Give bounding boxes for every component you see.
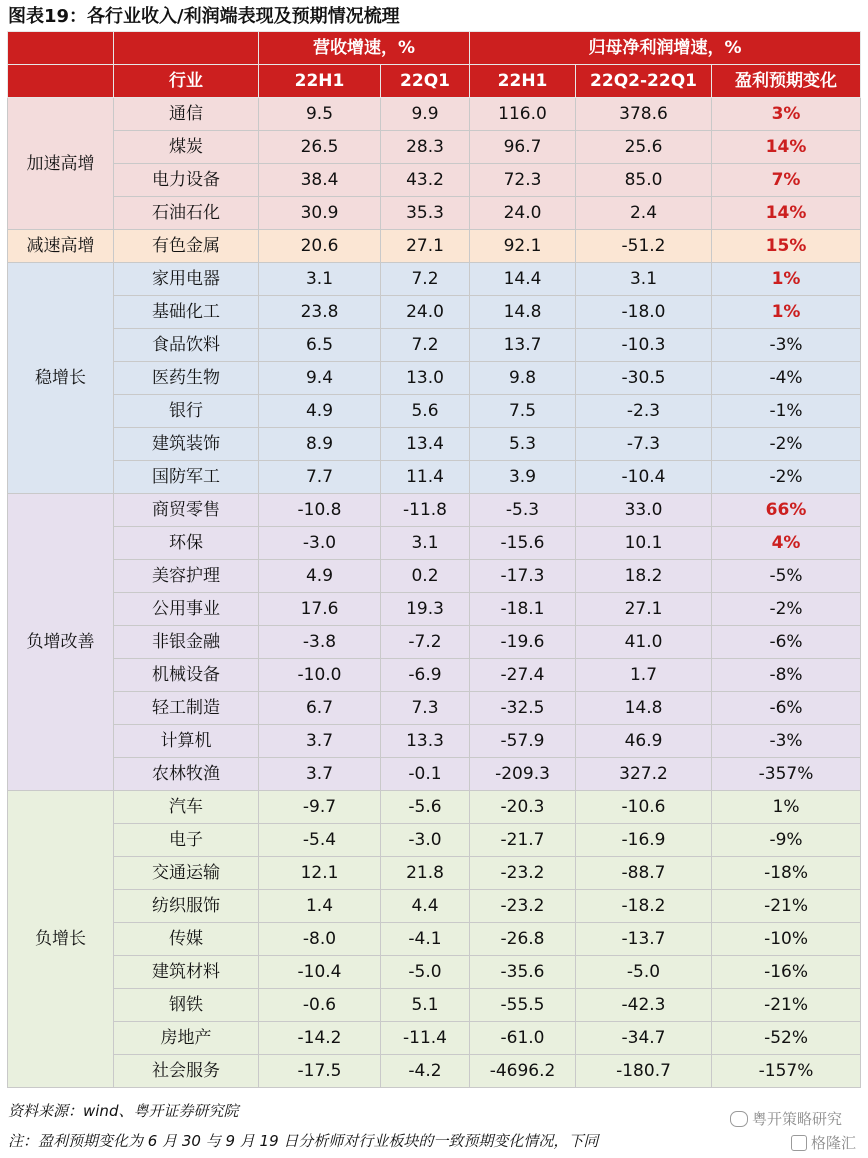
table-row — [8, 296, 861, 329]
table-row — [8, 461, 861, 494]
rev-q1-cell: 5.6 — [381, 395, 470, 428]
rev-q1-cell: 13.0 — [381, 362, 470, 395]
industry-cell: 通信 — [114, 98, 259, 131]
table-row — [8, 1055, 861, 1088]
profit-h1-cell: -61.0 — [470, 1022, 576, 1055]
rev-q1-cell: 0.2 — [381, 560, 470, 593]
industry-cell: 农林牧渔 — [114, 758, 259, 791]
profit-q2q1-cell: 3.1 — [576, 263, 712, 296]
rev-q1-cell: 7.2 — [381, 263, 470, 296]
profit-q2q1-cell: 1.7 — [576, 659, 712, 692]
table-row — [8, 1022, 861, 1055]
profit-q2q1-cell: 378.6 — [576, 98, 712, 131]
rev-h1-cell: -10.0 — [259, 659, 381, 692]
rev-h1-cell: -3.0 — [259, 527, 381, 560]
table-row — [8, 659, 861, 692]
forecast-cell: 3% — [712, 98, 861, 131]
table-row — [8, 131, 861, 164]
forecast-cell: 14% — [712, 197, 861, 230]
industry-cell: 机械设备 — [114, 659, 259, 692]
rev-h1-cell: -10.8 — [259, 494, 381, 527]
industry-cell: 非银金融 — [114, 626, 259, 659]
profit-h1-cell: 72.3 — [470, 164, 576, 197]
forecast-cell: -6% — [712, 626, 861, 659]
profit-h1-cell: -17.3 — [470, 560, 576, 593]
rev-h1-cell: -5.4 — [259, 824, 381, 857]
rev-q1-cell: 4.4 — [381, 890, 470, 923]
forecast-cell: -21% — [712, 890, 861, 923]
profit-h1-cell: -57.9 — [470, 725, 576, 758]
industry-cell: 钢铁 — [114, 989, 259, 1022]
profit-q2q1-cell: -13.7 — [576, 923, 712, 956]
industry-cell: 医药生物 — [114, 362, 259, 395]
rev-h1-cell: 12.1 — [259, 857, 381, 890]
rev-q1-cell: 13.3 — [381, 725, 470, 758]
watermark-text: 粤开策略研究 — [751, 1110, 842, 1128]
profit-h1-cell: 7.5 — [470, 395, 576, 428]
forecast-cell: -2% — [712, 461, 861, 494]
rev-q1-cell: -4.2 — [381, 1055, 470, 1088]
profit-h1-cell: -15.6 — [470, 527, 576, 560]
rev-h1-cell: 8.9 — [259, 428, 381, 461]
rev-h1-cell: 17.6 — [259, 593, 381, 626]
industry-cell: 煤炭 — [114, 131, 259, 164]
industry-cell: 基础化工 — [114, 296, 259, 329]
profit-q2q1-cell: -10.6 — [576, 791, 712, 824]
profit-h1-cell: -55.5 — [470, 989, 576, 1022]
rev-q1-cell: 43.2 — [381, 164, 470, 197]
header-industry: 行业 — [114, 65, 259, 98]
table-row — [8, 857, 861, 890]
table-row — [8, 428, 861, 461]
table-row — [8, 692, 861, 725]
rev-q1-cell: -7.2 — [381, 626, 470, 659]
rev-q1-cell: 7.3 — [381, 692, 470, 725]
profit-h1-cell: 14.8 — [470, 296, 576, 329]
header-revenue-group: 营收增速，% — [259, 32, 470, 65]
profit-h1-cell: -20.3 — [470, 791, 576, 824]
profit-q2q1-cell: 10.1 — [576, 527, 712, 560]
rev-h1-cell: 4.9 — [259, 560, 381, 593]
table-row — [8, 230, 861, 263]
profit-q2q1-cell: 327.2 — [576, 758, 712, 791]
wechat-icon — [730, 1111, 748, 1127]
rev-q1-cell: 9.9 — [381, 98, 470, 131]
gelonghui-logo-icon — [791, 1135, 807, 1151]
industry-cell: 公用事业 — [114, 593, 259, 626]
forecast-cell: -10% — [712, 923, 861, 956]
header-row-group — [8, 32, 861, 65]
industry-cell: 传媒 — [114, 923, 259, 956]
rev-h1-cell: 38.4 — [259, 164, 381, 197]
rev-h1-cell: -14.2 — [259, 1022, 381, 1055]
rev-q1-cell: -5.6 — [381, 791, 470, 824]
profit-h1-cell: 13.7 — [470, 329, 576, 362]
watermark-gelonghui — [791, 1132, 856, 1153]
profit-h1-cell: -23.2 — [470, 890, 576, 923]
profit-q2q1-cell: 85.0 — [576, 164, 712, 197]
profit-h1-cell: 9.8 — [470, 362, 576, 395]
header-row-columns — [8, 65, 861, 98]
rev-h1-cell: 20.6 — [259, 230, 381, 263]
profit-q2q1-cell: 27.1 — [576, 593, 712, 626]
industry-cell: 社会服务 — [114, 1055, 259, 1088]
profit-q2q1-cell: -10.4 — [576, 461, 712, 494]
profit-q2q1-cell: 2.4 — [576, 197, 712, 230]
forecast-cell: -21% — [712, 989, 861, 1022]
profit-q2q1-cell: -7.3 — [576, 428, 712, 461]
industry-table — [7, 31, 861, 1088]
table-row — [8, 758, 861, 791]
header-rev-q1: 22Q1 — [381, 65, 470, 98]
table-row — [8, 263, 861, 296]
rev-h1-cell: 9.4 — [259, 362, 381, 395]
rev-q1-cell: -6.9 — [381, 659, 470, 692]
forecast-cell: -3% — [712, 725, 861, 758]
profit-q2q1-cell: -34.7 — [576, 1022, 712, 1055]
industry-cell: 轻工制造 — [114, 692, 259, 725]
table-header — [8, 32, 861, 98]
profit-h1-cell: 96.7 — [470, 131, 576, 164]
rev-h1-cell: -10.4 — [259, 956, 381, 989]
header-blank — [8, 65, 114, 98]
group-label: 加速高增 — [8, 98, 114, 230]
industry-cell: 计算机 — [114, 725, 259, 758]
rev-h1-cell: 3.1 — [259, 263, 381, 296]
table-row — [8, 593, 861, 626]
profit-q2q1-cell: -10.3 — [576, 329, 712, 362]
header-profit-group: 归母净利润增速，% — [470, 32, 861, 65]
forecast-cell: -1% — [712, 395, 861, 428]
profit-h1-cell: -23.2 — [470, 857, 576, 890]
table-row — [8, 527, 861, 560]
profit-h1-cell: -26.8 — [470, 923, 576, 956]
profit-h1-cell: 3.9 — [470, 461, 576, 494]
profit-h1-cell: -32.5 — [470, 692, 576, 725]
profit-q2q1-cell: -88.7 — [576, 857, 712, 890]
rev-q1-cell: 21.8 — [381, 857, 470, 890]
rev-q1-cell: 3.1 — [381, 527, 470, 560]
profit-q2q1-cell: -2.3 — [576, 395, 712, 428]
forecast-cell: 4% — [712, 527, 861, 560]
rev-h1-cell: 3.7 — [259, 725, 381, 758]
industry-cell: 房地产 — [114, 1022, 259, 1055]
forecast-cell: -2% — [712, 428, 861, 461]
table-row — [8, 890, 861, 923]
industry-cell: 银行 — [114, 395, 259, 428]
profit-h1-cell: 5.3 — [470, 428, 576, 461]
header-profit-h1: 22H1 — [470, 65, 576, 98]
profit-h1-cell: -209.3 — [470, 758, 576, 791]
profit-q2q1-cell: 14.8 — [576, 692, 712, 725]
table-row — [8, 197, 861, 230]
rev-q1-cell: 24.0 — [381, 296, 470, 329]
industry-cell: 电力设备 — [114, 164, 259, 197]
profit-h1-cell: -35.6 — [470, 956, 576, 989]
industry-cell: 汽车 — [114, 791, 259, 824]
profit-q2q1-cell: -16.9 — [576, 824, 712, 857]
rev-h1-cell: 6.5 — [259, 329, 381, 362]
forecast-cell: 15% — [712, 230, 861, 263]
table-body — [8, 98, 861, 1088]
header-rev-h1: 22H1 — [259, 65, 381, 98]
rev-q1-cell: 27.1 — [381, 230, 470, 263]
rev-h1-cell: -3.8 — [259, 626, 381, 659]
table-row — [8, 923, 861, 956]
profit-h1-cell: 24.0 — [470, 197, 576, 230]
forecast-cell: -2% — [712, 593, 861, 626]
rev-h1-cell: 7.7 — [259, 461, 381, 494]
industry-cell: 建筑装饰 — [114, 428, 259, 461]
group-label: 减速高增 — [8, 230, 114, 263]
industry-cell: 环保 — [114, 527, 259, 560]
profit-h1-cell: -4696.2 — [470, 1055, 576, 1088]
group-label: 负增长 — [8, 791, 114, 1088]
rev-h1-cell: 3.7 — [259, 758, 381, 791]
profit-h1-cell: -19.6 — [470, 626, 576, 659]
forecast-cell: 66% — [712, 494, 861, 527]
header-profit-q2q1: 22Q2-22Q1 — [576, 65, 712, 98]
watermark-wechat — [730, 1108, 842, 1129]
profit-h1-cell: -5.3 — [470, 494, 576, 527]
rev-q1-cell: 19.3 — [381, 593, 470, 626]
rev-q1-cell: 11.4 — [381, 461, 470, 494]
forecast-cell: -3% — [712, 329, 861, 362]
rev-q1-cell: -11.4 — [381, 1022, 470, 1055]
profit-h1-cell: 14.4 — [470, 263, 576, 296]
rev-h1-cell: 26.5 — [259, 131, 381, 164]
footnote: 注：盈利预期变化为 6 月 30 与 9 月 19 日分析师对行业板块的一致预期变化情况，下同 — [8, 1132, 599, 1150]
header-forecast: 盈利预期变化 — [712, 65, 861, 98]
forecast-cell: -18% — [712, 857, 861, 890]
rev-h1-cell: -17.5 — [259, 1055, 381, 1088]
profit-h1-cell: -27.4 — [470, 659, 576, 692]
industry-cell: 美容护理 — [114, 560, 259, 593]
industry-cell: 交通运输 — [114, 857, 259, 890]
source-note: 资料来源：wind、粤开证券研究院 — [8, 1102, 239, 1120]
forecast-cell: -357% — [712, 758, 861, 791]
profit-q2q1-cell: -51.2 — [576, 230, 712, 263]
rev-h1-cell: -9.7 — [259, 791, 381, 824]
industry-cell: 有色金属 — [114, 230, 259, 263]
watermark-text-2: 格隆汇 — [810, 1134, 856, 1152]
rev-q1-cell: 13.4 — [381, 428, 470, 461]
group-label: 负增改善 — [8, 494, 114, 791]
table-row — [8, 329, 861, 362]
profit-h1-cell: -21.7 — [470, 824, 576, 857]
forecast-cell: 1% — [712, 296, 861, 329]
profit-q2q1-cell: 25.6 — [576, 131, 712, 164]
profit-h1-cell: 116.0 — [470, 98, 576, 131]
table-row — [8, 560, 861, 593]
table-row — [8, 362, 861, 395]
industry-cell: 电子 — [114, 824, 259, 857]
profit-q2q1-cell: 41.0 — [576, 626, 712, 659]
profit-q2q1-cell: -180.7 — [576, 1055, 712, 1088]
rev-h1-cell: 1.4 — [259, 890, 381, 923]
profit-h1-cell: 92.1 — [470, 230, 576, 263]
industry-cell: 建筑材料 — [114, 956, 259, 989]
rev-h1-cell: 4.9 — [259, 395, 381, 428]
forecast-cell: -9% — [712, 824, 861, 857]
profit-q2q1-cell: 18.2 — [576, 560, 712, 593]
rev-h1-cell: 23.8 — [259, 296, 381, 329]
header-corner — [8, 32, 114, 65]
table-row — [8, 791, 861, 824]
forecast-cell: -157% — [712, 1055, 861, 1088]
table-row — [8, 989, 861, 1022]
profit-q2q1-cell: -18.0 — [576, 296, 712, 329]
table-row — [8, 824, 861, 857]
rev-q1-cell: 28.3 — [381, 131, 470, 164]
header-corner-industry — [114, 32, 259, 65]
rev-h1-cell: 9.5 — [259, 98, 381, 131]
industry-cell: 纺织服饰 — [114, 890, 259, 923]
forecast-cell: 1% — [712, 263, 861, 296]
rev-q1-cell: -0.1 — [381, 758, 470, 791]
industry-cell: 商贸零售 — [114, 494, 259, 527]
page-title: 图表19：各行业收入/利润端表现及预期情况梳理 — [8, 6, 400, 27]
rev-q1-cell: 7.2 — [381, 329, 470, 362]
table-row — [8, 395, 861, 428]
profit-q2q1-cell: 46.9 — [576, 725, 712, 758]
forecast-cell: -5% — [712, 560, 861, 593]
profit-q2q1-cell: 33.0 — [576, 494, 712, 527]
rev-q1-cell: 5.1 — [381, 989, 470, 1022]
rev-q1-cell: -5.0 — [381, 956, 470, 989]
rev-h1-cell: -0.6 — [259, 989, 381, 1022]
table-row — [8, 626, 861, 659]
forecast-cell: 1% — [712, 791, 861, 824]
industry-cell: 家用电器 — [114, 263, 259, 296]
forecast-cell: -52% — [712, 1022, 861, 1055]
profit-q2q1-cell: -30.5 — [576, 362, 712, 395]
forecast-cell: 7% — [712, 164, 861, 197]
forecast-cell: 14% — [712, 131, 861, 164]
rev-h1-cell: -8.0 — [259, 923, 381, 956]
profit-q2q1-cell: -5.0 — [576, 956, 712, 989]
rev-q1-cell: -11.8 — [381, 494, 470, 527]
industry-cell: 食品饮料 — [114, 329, 259, 362]
forecast-cell: -4% — [712, 362, 861, 395]
industry-cell: 石油石化 — [114, 197, 259, 230]
forecast-cell: -8% — [712, 659, 861, 692]
table-row — [8, 956, 861, 989]
rev-q1-cell: 35.3 — [381, 197, 470, 230]
industry-cell: 国防军工 — [114, 461, 259, 494]
forecast-cell: -16% — [712, 956, 861, 989]
rev-q1-cell: -3.0 — [381, 824, 470, 857]
profit-q2q1-cell: -18.2 — [576, 890, 712, 923]
forecast-cell: -6% — [712, 692, 861, 725]
table-row — [8, 98, 861, 131]
profit-q2q1-cell: -42.3 — [576, 989, 712, 1022]
rev-h1-cell: 6.7 — [259, 692, 381, 725]
rev-q1-cell: -4.1 — [381, 923, 470, 956]
table-row — [8, 164, 861, 197]
profit-h1-cell: -18.1 — [470, 593, 576, 626]
table-row — [8, 725, 861, 758]
table-row — [8, 494, 861, 527]
rev-h1-cell: 30.9 — [259, 197, 381, 230]
group-label: 稳增长 — [8, 263, 114, 494]
